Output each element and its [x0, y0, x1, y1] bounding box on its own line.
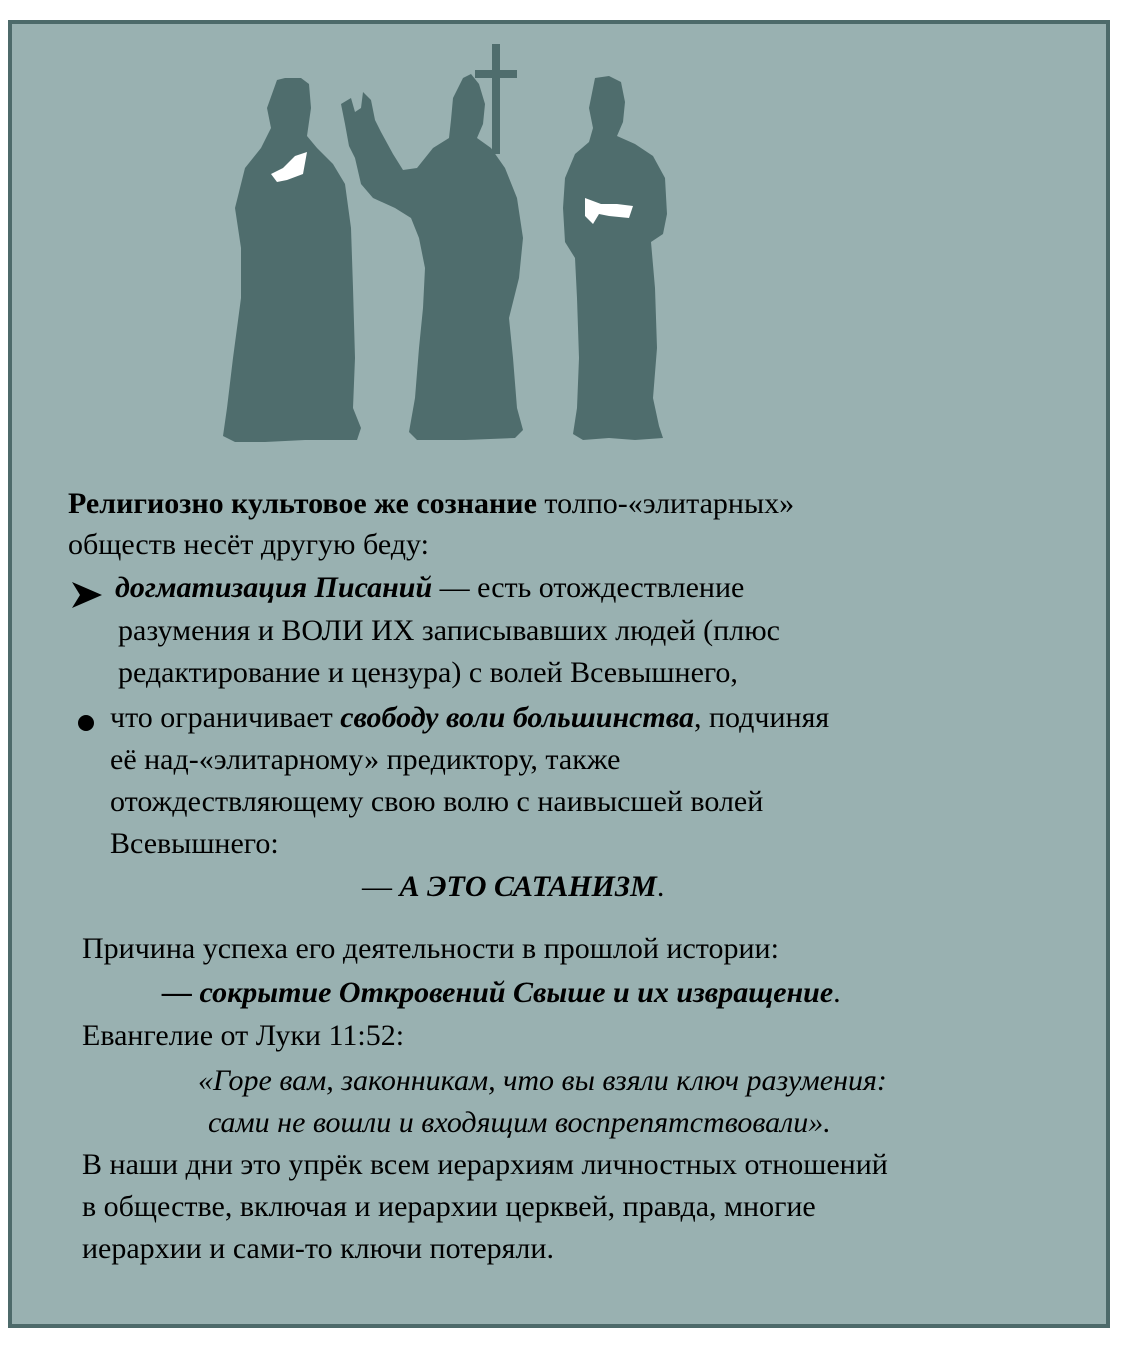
- cause-line-1: Причина успеха его деятельности в прошлой истории:: [82, 932, 779, 965]
- bullet2-line-4: Всевышнего:: [110, 827, 279, 860]
- right-monk-silhouette: [563, 76, 667, 440]
- intro-bold-phrase: Религиозно культовое же сознание: [68, 487, 537, 520]
- bullet2-emphasis: свободу воли большинства: [340, 701, 694, 734]
- conclusion-end: .: [656, 870, 665, 903]
- closing-line-3: иерархии и сами-то ключи потеряли.: [82, 1232, 554, 1265]
- cause-end: .: [833, 976, 841, 1009]
- bullet2-rest: , подчиняя: [693, 701, 830, 734]
- left-clergy-silhouette: [223, 78, 361, 442]
- gospel-quote-line-2: сами не вошли и входящим воспрепятствовали».: [208, 1106, 831, 1139]
- gospel-quote-line-1: «Горе вам, законникам, что вы взяли ключ разумения:: [198, 1064, 887, 1097]
- bullet1-line-3: редактирование и цензура) с волей Всевышнего,: [118, 656, 738, 689]
- closing-line-2: в обществе, включая и иерархии церквей, правда, многие: [82, 1190, 816, 1223]
- bullet1-rest: — есть отождествление: [432, 571, 745, 604]
- bullet2-line-3: отождествляющему свою волю с наивысшей волей: [110, 785, 764, 818]
- closing-line-1: В наши дни это упрёк всем иерархиям личностных отношений: [82, 1148, 888, 1181]
- center-bishop-silhouette: [341, 44, 523, 440]
- bullet1-line-2: разумения и ВОЛИ ИХ записывавших людей (плюс: [118, 614, 780, 647]
- clergy-silhouettes-illustration: [205, 28, 685, 448]
- cause-line-2: [162, 976, 841, 1010]
- bullet1-emphasis: догматизация Писаний: [115, 571, 433, 604]
- intro-line-2: обществ несёт другую беду:: [68, 528, 429, 561]
- arrow-bullet-icon: [70, 582, 102, 608]
- cause-emphasis: — сокрытие Откровений Свыше и их извращение: [162, 976, 834, 1009]
- intro-line-1: [68, 487, 794, 521]
- bullet1-line-1: [115, 571, 744, 605]
- intro-rest: толпо-«элитарных»: [536, 487, 795, 520]
- gospel-reference: Евангелие от Луки 11:52:: [82, 1019, 405, 1052]
- conclusion-line: [362, 870, 664, 904]
- conclusion-dash: —: [362, 870, 400, 903]
- bullet2-line-2: её над-«элитарному» предиктору, также: [110, 743, 621, 776]
- dot-bullet-icon: [78, 715, 94, 731]
- bullet2-pre: что ограничивает: [110, 701, 341, 734]
- conclusion-emphasis: А ЭТО САТАНИЗМ: [399, 870, 657, 903]
- bullet2-line-1: [110, 701, 829, 735]
